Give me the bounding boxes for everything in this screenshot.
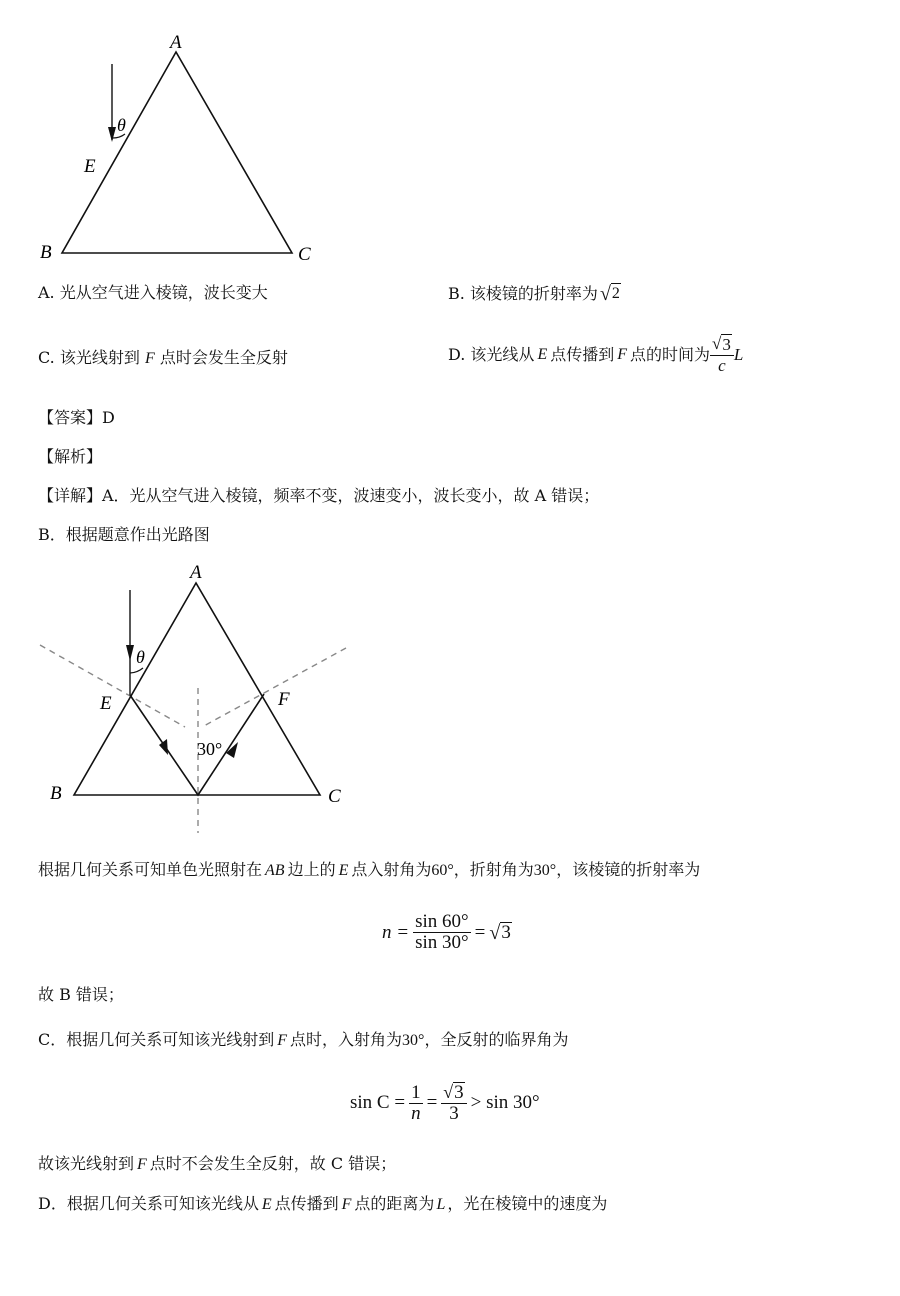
option-d bbox=[448, 334, 743, 376]
eq1-den: sin 30° bbox=[415, 932, 469, 953]
incident-arrowhead-2 bbox=[126, 645, 134, 661]
option-a: A. 光从空气进入棱镜，波长变大 bbox=[38, 283, 268, 302]
theta-label: θ bbox=[117, 115, 126, 135]
c-text-p1: C．根据几何关系可知该光线射到 bbox=[38, 1030, 275, 1049]
option-b bbox=[448, 283, 621, 305]
eq1-fraction bbox=[413, 912, 471, 953]
detail-a: 【详解】A．光从空气进入棱镜，频率不变，波速变小，波长变小，故 A 错误； bbox=[38, 486, 600, 505]
d-text-e: E bbox=[261, 1196, 272, 1213]
vertex-label-c-2: C bbox=[328, 786, 341, 807]
vertex-label-a-2: A bbox=[190, 562, 202, 583]
option-d-var-e: E bbox=[537, 346, 548, 363]
option-d-mid2: 点的时间为 bbox=[630, 345, 711, 364]
eq1-sqrt-radicand: 3 bbox=[501, 921, 511, 943]
angle-label-30: 30° bbox=[197, 739, 223, 759]
geometry-text-60: 60° bbox=[431, 862, 454, 879]
vertex-label-b-2: B bbox=[50, 783, 62, 804]
geometry-text-p2: 边上的 bbox=[287, 860, 336, 879]
refracted-arrowhead-1 bbox=[159, 739, 168, 755]
analysis-heading: 【解析】 bbox=[38, 447, 103, 466]
incident-ray-arrowhead bbox=[108, 127, 116, 142]
geometry-text-p3: 点入射角为 bbox=[351, 860, 432, 879]
option-d-tail: L bbox=[733, 345, 744, 364]
figure-2-light-path bbox=[0, 555, 380, 840]
theta-label-2: θ bbox=[136, 647, 145, 667]
c-conclusion bbox=[38, 1154, 396, 1175]
eq2-rhs: > sin 30° bbox=[470, 1092, 540, 1113]
geometry-text-e: E bbox=[338, 862, 349, 879]
geometry-text-p4: ，折射角为 bbox=[453, 860, 534, 879]
sqrt-2: √ 2 bbox=[599, 283, 620, 305]
vertex-label-b: B bbox=[40, 242, 52, 263]
eq2-lhs: sin C = bbox=[350, 1092, 406, 1113]
c-conclusion-f: F bbox=[137, 1156, 147, 1173]
c-text-p2: 点时，入射角为 bbox=[290, 1030, 403, 1049]
vertex-label-a: A bbox=[170, 32, 182, 53]
option-c-prefix: C. 该光线射到 bbox=[38, 348, 140, 367]
d-text-p1: D．根据几何关系可知该光线从 bbox=[38, 1194, 259, 1213]
eq1-num: sin 60° bbox=[415, 911, 469, 932]
theta-arc-2 bbox=[130, 668, 143, 673]
eq1-equals: = bbox=[474, 921, 486, 943]
c-text-p3: ，全反射的临界角为 bbox=[424, 1030, 569, 1049]
d-text-p3: 点的距离为 bbox=[354, 1194, 435, 1213]
c-text bbox=[38, 1030, 568, 1051]
option-d-mid1: 点传播到 bbox=[550, 345, 615, 364]
c-conclusion-p2: 点时不会发生全反射，故 C 错误； bbox=[149, 1154, 397, 1173]
d-text-p4: ，光在棱镜中的速度为 bbox=[447, 1194, 608, 1213]
d-text-l: L bbox=[436, 1196, 446, 1213]
sqrt-2-radicand: 2 bbox=[611, 283, 621, 305]
eq2-f2-num: 3 bbox=[454, 1082, 464, 1103]
geometry-text-p1: 根据几何关系可知单色光照射在 bbox=[38, 860, 263, 879]
eq1-lhs: n = bbox=[382, 921, 410, 943]
eq2-f1-num: 1 bbox=[411, 1081, 421, 1103]
equation-refractive-index bbox=[382, 912, 512, 953]
normal-dashed-left bbox=[40, 645, 185, 727]
geometry-text bbox=[38, 860, 700, 881]
geometry-text-p5: ，该棱镜的折射率为 bbox=[556, 860, 701, 879]
eq2-equals: = bbox=[426, 1092, 438, 1113]
option-c-suffix: 点时会发生全反射 bbox=[159, 348, 288, 367]
d-text bbox=[38, 1194, 607, 1215]
detail-b-intro: B．根据题意作出光路图 bbox=[38, 525, 210, 544]
eq2-fraction-2: √ 3 3 bbox=[441, 1082, 466, 1124]
eq1-sqrt: √ 3 bbox=[489, 921, 511, 944]
figure-1-prism bbox=[0, 0, 340, 270]
prism-triangle bbox=[62, 52, 292, 253]
option-b-text: B. 该棱镜的折射率为 bbox=[448, 284, 598, 303]
option-d-var-f: F bbox=[617, 346, 628, 363]
c-conclusion-p1: 故该光线射到 bbox=[38, 1154, 135, 1173]
option-d-den: c bbox=[718, 356, 726, 375]
eq2-fraction-1 bbox=[409, 1083, 423, 1124]
answer-line: 【答案】D bbox=[38, 408, 115, 427]
option-d-fraction: √ 3 c bbox=[710, 334, 734, 376]
eq2-f2-den: 3 bbox=[449, 1103, 459, 1124]
point-label-e: E bbox=[84, 156, 96, 177]
option-c-var: F bbox=[144, 350, 155, 367]
d-text-f: F bbox=[341, 1196, 352, 1213]
geometry-text-30: 30° bbox=[533, 862, 557, 879]
point-label-e-2: E bbox=[100, 693, 112, 714]
option-c bbox=[38, 348, 288, 369]
c-text-f: F bbox=[277, 1032, 288, 1049]
d-text-p2: 点传播到 bbox=[274, 1194, 339, 1213]
vertex-label-c: C bbox=[298, 244, 311, 265]
option-d-num: 3 bbox=[722, 335, 731, 354]
b-conclusion: 故 B 错误； bbox=[38, 985, 124, 1004]
option-d-prefix: D. 该光线从 bbox=[448, 345, 535, 364]
point-label-f-2: F bbox=[278, 689, 290, 710]
geometry-text-ab: AB bbox=[265, 862, 285, 879]
c-text-30: 30° bbox=[402, 1032, 425, 1049]
eq2-f1-den: n bbox=[411, 1102, 421, 1124]
equation-critical-angle bbox=[350, 1082, 540, 1124]
